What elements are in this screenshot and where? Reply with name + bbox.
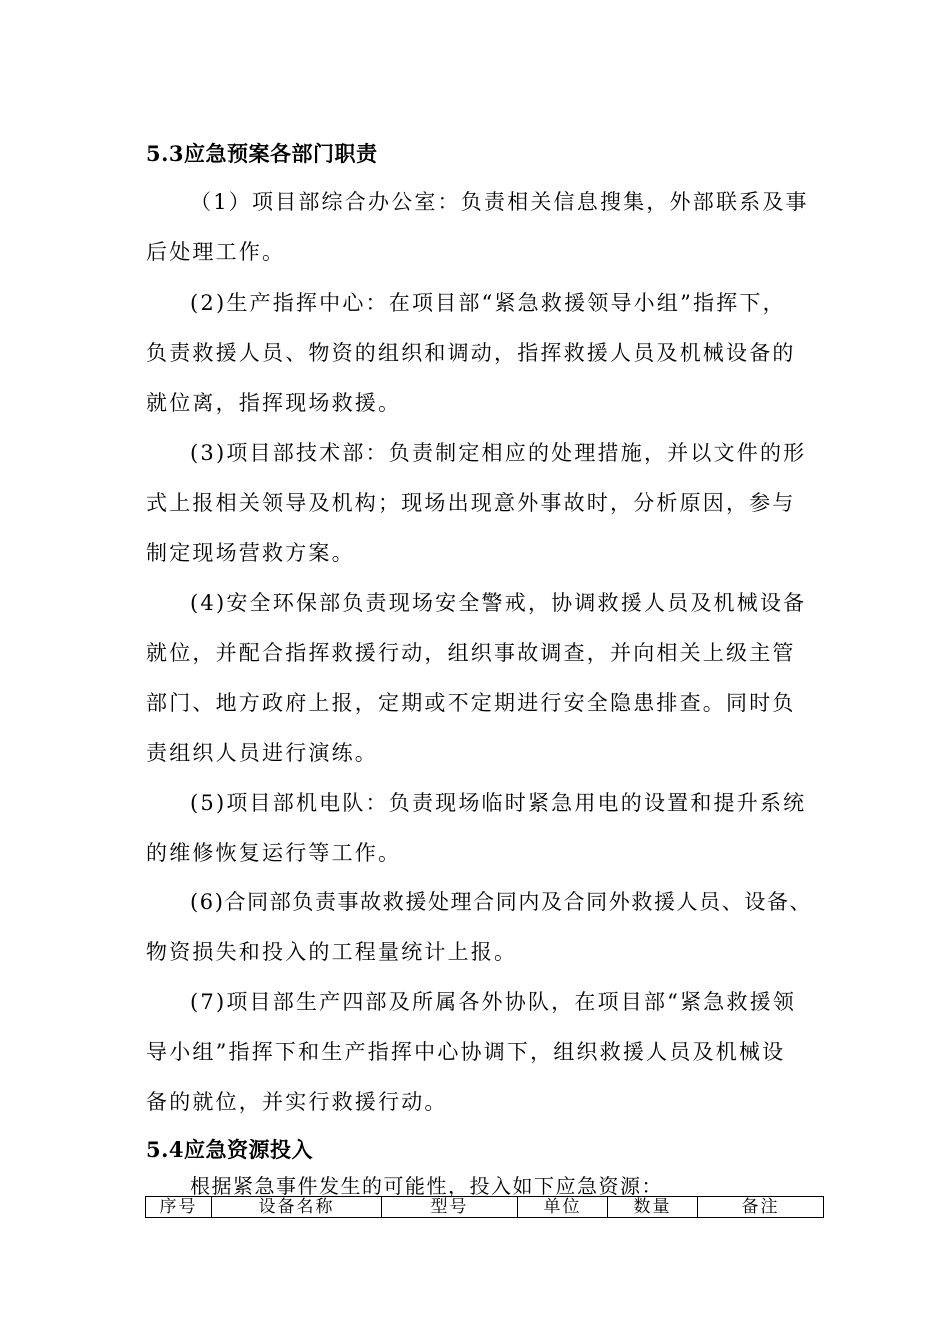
paragraph-3-line-2: 式上报相关领导及机构；现场出现意外事故时，分析原因，参与 xyxy=(146,491,796,515)
paragraph-2-line-2: 负责救援人员、物资的组织和调动，指挥救援人员及机械设备的 xyxy=(146,341,796,365)
paragraph-6-line-2: 物资损失和投入的工程量统计上报。 xyxy=(146,940,518,964)
column-header-index: 序号 xyxy=(146,1197,212,1218)
paragraph-5-line-2: 的维修恢复运行等工作。 xyxy=(146,841,402,865)
section-5-4-intro: 根据紧急事件发生的可能性，投入如下应急资源： xyxy=(190,1174,663,1198)
paragraph-7-line-1: (7)项目部生产四部及所属各外协队，在项目部“紧急救援领 xyxy=(190,990,797,1014)
paragraph-1-line-1: （1）项目部综合办公室：负责相关信息搜集，外部联系及事 xyxy=(190,190,809,214)
column-header-model: 型号 xyxy=(382,1197,518,1218)
paragraph-7-line-3: 备的就位，并实行救援行动。 xyxy=(146,1090,448,1114)
paragraph-3-line-1: (3)项目部技术部：负责制定相应的处理措施，并以文件的形 xyxy=(190,441,807,465)
paragraph-2-line-1: (2)生产指挥中心：在项目部“紧急救援领导小组”指挥下， xyxy=(190,291,786,315)
paragraph-1-line-2: 后处理工作。 xyxy=(146,240,286,264)
paragraph-2-line-3: 就位离，指挥现场救援。 xyxy=(146,391,402,415)
paragraph-7-line-2: 导小组”指挥下和生产指挥中心协调下，组织救援人员及机械设 xyxy=(146,1040,786,1064)
paragraph-3-line-3: 制定现场营救方案。 xyxy=(146,541,355,565)
paragraph-5-line-1: (5)项目部机电队：负责现场临时紧急用电的设置和提升系统 xyxy=(190,791,807,815)
paragraph-4-line-4: 责组织人员进行演练。 xyxy=(146,741,378,765)
section-5-4-title: 5.4应急资源投入 xyxy=(146,1137,314,1162)
column-header-quantity: 数量 xyxy=(608,1197,698,1218)
paragraph-4-line-2: 就位，并配合指挥救援行动，组织事故调查，并向相关上级主管 xyxy=(146,641,796,665)
column-header-unit: 单位 xyxy=(518,1197,608,1218)
column-header-remarks: 备注 xyxy=(698,1197,824,1218)
table-header-row xyxy=(146,1197,824,1218)
emergency-resources-table xyxy=(145,1196,824,1218)
paragraph-4-line-1: (4)安全环保部负责现场安全警戒，协调救援人员及机械设备 xyxy=(190,591,807,615)
paragraph-4-line-3: 部门、地方政府上报，定期或不定期进行安全隐患排查。同时负 xyxy=(146,691,796,715)
column-header-equipment-name: 设备名称 xyxy=(212,1197,382,1218)
paragraph-6-line-1: (6)合同部负责事故救援处理合同内及合同外救援人员、设备、 xyxy=(190,890,813,914)
section-5-3-title: 5.3应急预案各部门职责 xyxy=(146,141,378,166)
